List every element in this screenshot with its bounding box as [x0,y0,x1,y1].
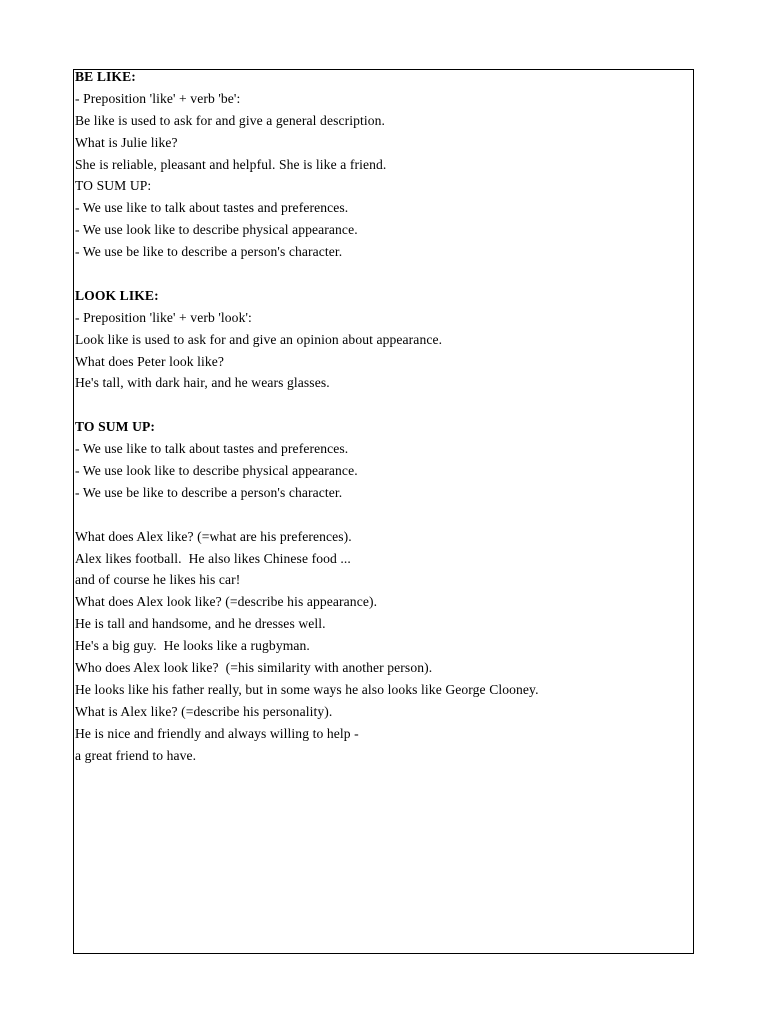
text-line: What does Alex look like? (=describe his appearance). [75,594,378,610]
heading-be-like: BE LIKE: [75,69,136,84]
text-line: Alex likes football. He also likes Chinese food ... [75,550,351,566]
text-line: What does Peter look like? [75,353,225,369]
text-line: - We use like to talk about tastes and preferences. [75,441,349,457]
text-line: What does Alex like? (=what are his preferences). [75,528,352,544]
text-line: a great friend to have. [75,747,197,763]
text-line: - We use be like to describe a person's character. [75,484,343,500]
text-line: - We use look like to describe physical appearance. [75,463,358,479]
text-line: He is tall and handsome, and he dresses well. [75,616,326,632]
text-line: He's a big guy. He looks like a rugbyman. [75,638,310,654]
text-line: He's tall, with dark hair, and he wears glasses. [75,375,330,391]
text-line: - We use be like to describe a person's character. [75,244,343,260]
text-line: Who does Alex look like? (=his similarity with another person). [75,660,433,676]
document-text [75,66,691,767]
heading-to-sum-up: TO SUM UP: [75,419,156,435]
blank-line [75,394,691,416]
text-line: - Preposition 'like' + verb 'be': [75,90,241,106]
text-line: Look like is used to ask for and give an opinion about appearance. [75,331,443,347]
text-line: - We use like to talk about tastes and preferences. [75,200,349,216]
text-line: He looks like his father really, but in some ways he also looks like George Clooney. [75,681,539,697]
text-line: - Preposition 'like' + verb 'look': [75,309,252,325]
text-line: She is reliable, pleasant and helpful. She is like a friend. [75,156,387,172]
text-line: - We use look like to describe physical appearance. [75,222,358,238]
text-line: What is Alex like? (=describe his personality). [75,703,333,719]
text-line: He is nice and friendly and always willing to help - [75,725,359,741]
text-line: What is Julie like? [75,134,178,150]
text-line: Be like is used to ask for and give a general description. [75,112,386,128]
heading-look-like: LOOK LIKE: [75,287,159,303]
subheading-to-sum-up: TO SUM UP: [75,178,152,194]
blank-line [75,263,691,285]
blank-line [75,504,691,526]
text-line: and of course he likes his car! [75,572,241,588]
